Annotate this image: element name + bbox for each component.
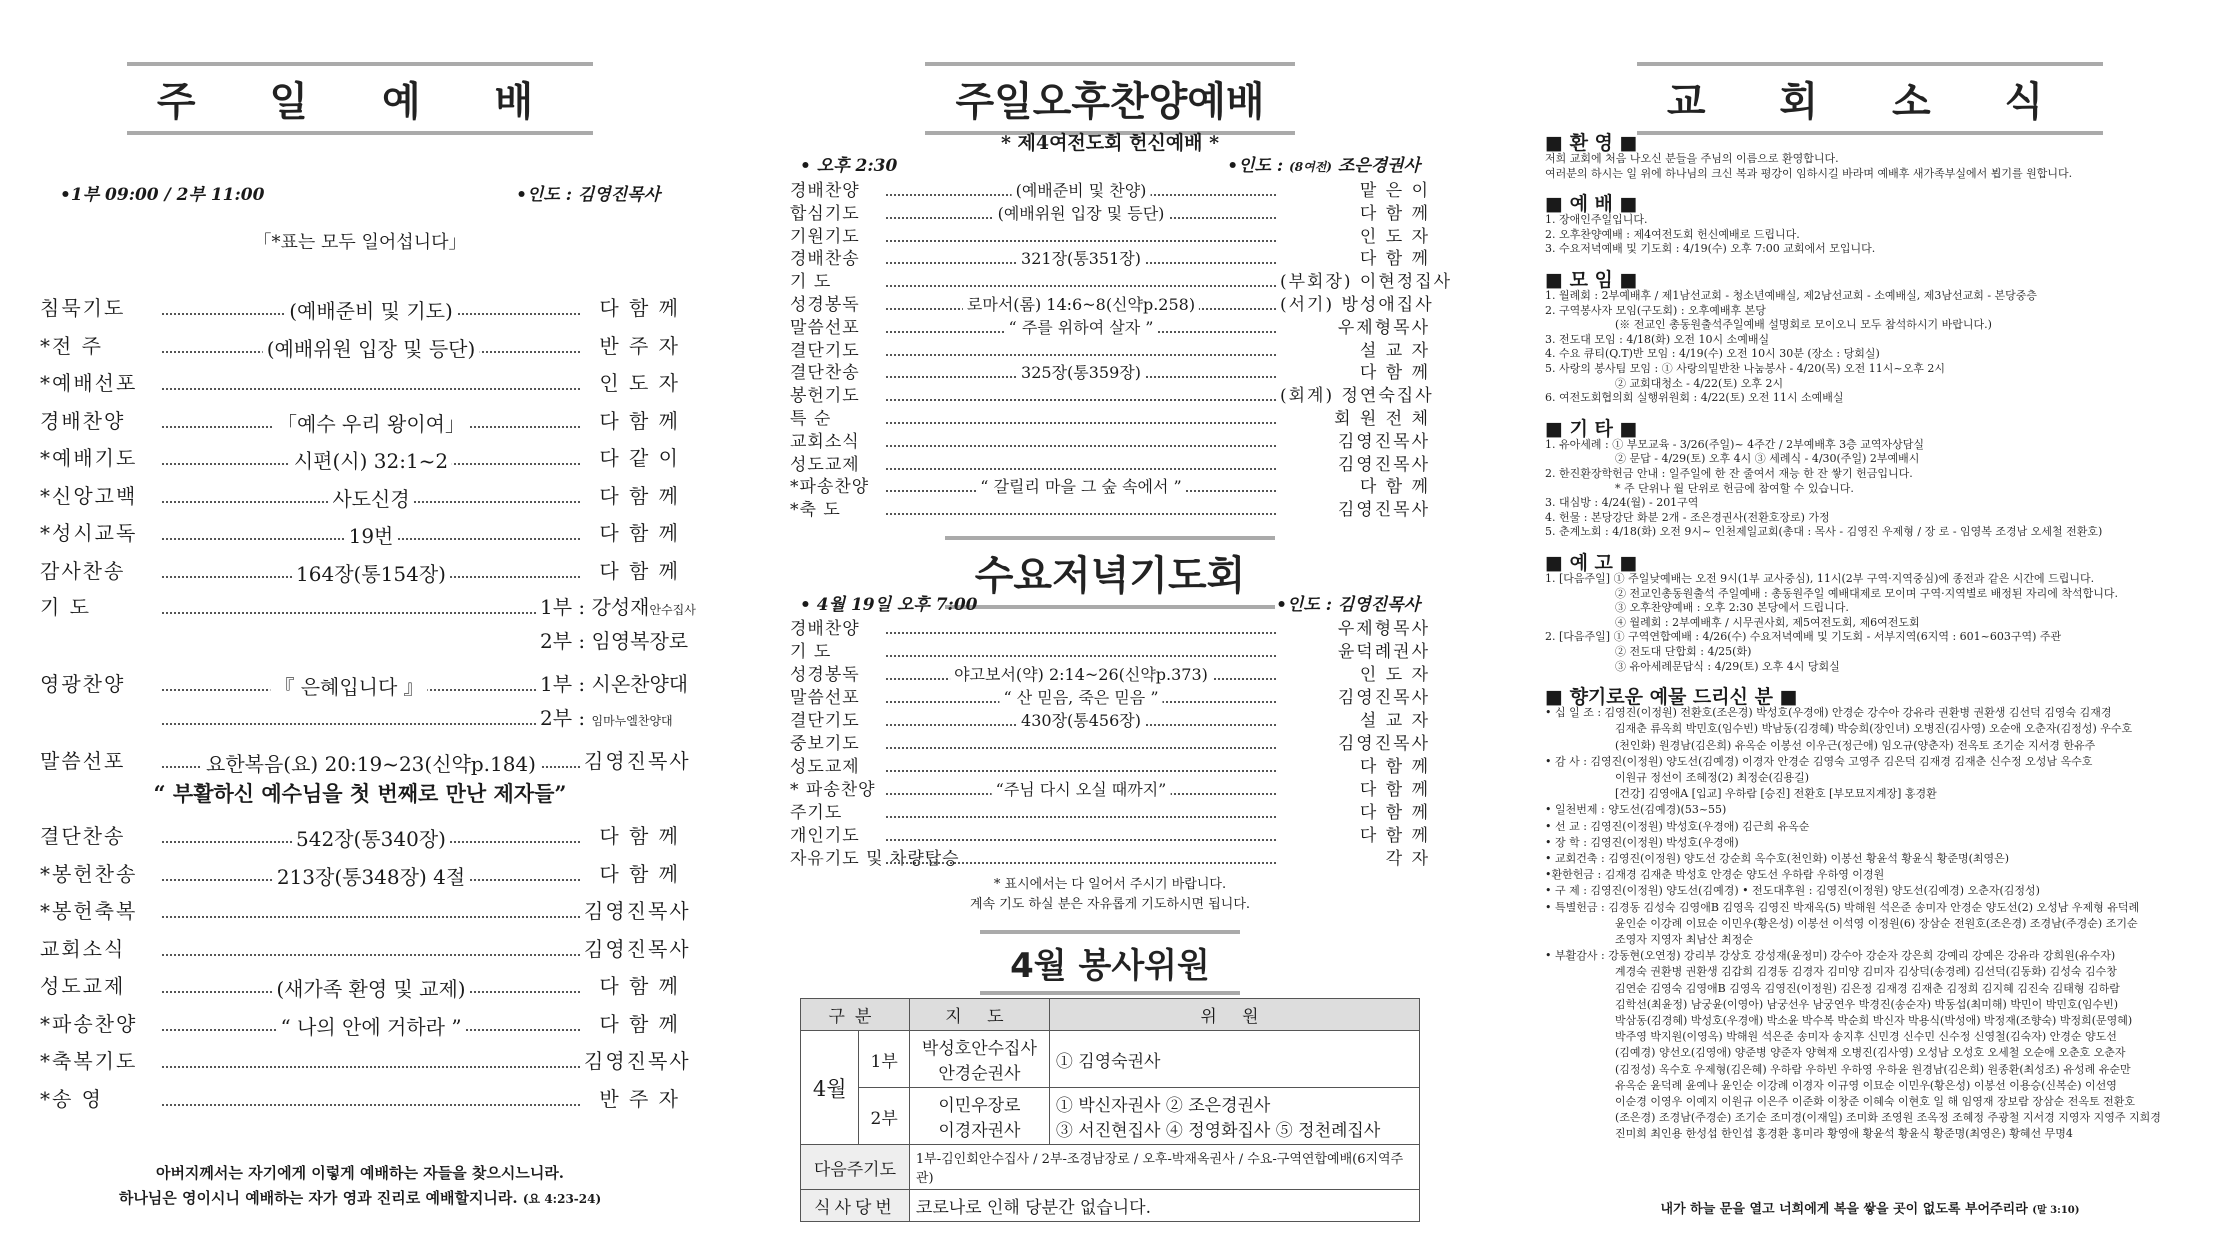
section-title: 주일오후찬양예배: [790, 62, 1430, 135]
order-row: *파송찬양 “ 갈릴리 마을 그 숲 속에서 ” 다 함 께: [790, 472, 1430, 497]
news-line: • 장 학 : 김영진(이정원) 박성호(우경애): [1545, 835, 1739, 849]
news-line: 이순경 이영우 이예지 이원규 이은주 이준화 이창준 이혜숙 이현호 일 해 임영재 장보람 장삼순 전옥토 전환호: [1615, 1095, 2135, 1108]
news-line: 5. 사랑의 봉사팀 모임 : ① 사랑의밑반찬 나눔봉사 - 4/20(목) 오전 11시~오후 2시: [1545, 362, 1946, 375]
order-row-sermon: 말씀선포 요한복음(요) 20:19~23(신약p.184) 김영진목사: [40, 749, 691, 776]
news-line: • 선 교 : 김영진(이정원) 박성호(우경애) 김근희 유옥순: [1545, 819, 1810, 833]
news-line: [건강] 김영애A [입교] 우하람 [승진] 전환호 [부모묘지계장] 홍경환: [1615, 787, 1937, 801]
column-sunday-worship: [40, 0, 696, 1240]
order-row: *신앙고백 사도신경 다 함 께: [40, 483, 680, 511]
section-title: 주 일 예 배: [40, 62, 680, 135]
scripture-verse-1: 아버지께서는 자기에게 이렇게 예배하는 자들을 찾으시느니라.: [155, 1164, 565, 1182]
order-row: *축 도 김영진목사: [790, 500, 1430, 521]
news-line: 이원규 정선이 조혜정(2) 최정순(김용길): [1615, 771, 1810, 784]
order-row: *성시교독 19번 다 함 께: [40, 521, 680, 548]
order-row: 특 순 회 원 전 체: [790, 409, 1430, 429]
order-row: 결단찬송 325장(통359장) 다 함 께: [790, 358, 1430, 383]
news-line: • 감 사 : 김영진(이정원) 양도선(김예경) 이경자 안경순 김영숙 고영주 김은덕 김재경 김재춘 신수정 오성남 옥수호: [1545, 754, 2093, 768]
order-row-choir: 영광찬양 『 은혜입니다 』 1부 : 시온찬양대: [40, 672, 689, 699]
news-line: 여러분의 하시는 일 위에 하나님의 크신 복과 평강이 임하시길 바라며 예배후 새가족부실에서 뵙기를 원합니다.: [1545, 166, 2073, 180]
news-heading: ■ 예 고 ■: [1545, 552, 1638, 574]
scripture-verse-2: 하나님은 영이시니 예배하는 자가 영과 진리로 예배할지니라. (요 4:23-24): [118, 1189, 602, 1207]
news-line: (김정성) 옥수호 우제형(김은혜) 우하람 우하빈 우하영 우하윤 원경남(김은희) 원종환(최성조) 유성례 유순만: [1615, 1062, 2131, 1076]
order-row: 중보기도 김영진목사: [790, 734, 1430, 754]
news-line: 박삼동(김경혜) 박성호(우경애) 박소윤 박수복 박순희 박신자 박용식(박성애) 박정재(조향숙) 박정희(문영혜): [1615, 1014, 2133, 1027]
column-afternoon-worship: [790, 0, 1453, 1240]
order-row: 기원기도 인 도 자: [790, 226, 1430, 247]
order-row: 결단기도 설 교 자: [790, 340, 1430, 361]
prayer-2nd-service: 2부 : 임영복장로: [540, 629, 689, 653]
order-row: * 파송찬양 “주님 다시 오실 때까지” 다 함 께: [790, 775, 1430, 800]
order-row: 말씀선포 “ 주를 위하여 살자 ” 우제형목사: [790, 313, 1430, 338]
service-subtitle: * 제4여전도회 헌신예배 *: [1000, 132, 1220, 154]
table-row: 4월 1부 박성호안수집사 안경순권사 ① 김영숙권사: [801, 1031, 1420, 1088]
news-line: 유옥순 윤덕례 윤예나 윤인순 이강례 이경자 이규영 이묘순 이민우(황은성) 이봉선 이용승(신복순) 이선영: [1615, 1078, 2117, 1092]
column-church-news: [1545, 0, 2195, 1240]
order-row: 봉헌기도 (회계) 정연숙집사: [790, 386, 1434, 407]
news-line: • 일천번제 : 양도선(김예경)(53~55): [1545, 803, 1727, 817]
news-line: • 부활감사 : 강동현(오연정) 강리부 강상호 강성재(윤정미) 강수아 강순자 강은희 강예리 강예은 강유라 강희원(유수자): [1545, 949, 2116, 963]
news-line: (김예경) 양선오(김영애) 양준병 양준자 양혁재 오병진(김사영) 오성남 오성호 오세철 오순애 오춘호 오춘자: [1615, 1046, 2126, 1060]
news-line: 저희 교회에 처음 나오신 분들을 주님의 이름으로 환영합니다.: [1545, 152, 1839, 165]
news-line: ② 전도대 단합회 : 4/25(화): [1615, 645, 1752, 658]
order-row: 침묵기도 (예배준비 및 기도) 다 함 께: [40, 296, 680, 323]
news-line: (조은경) 조경남(주경순) 조기순 조미경(이재일) 조미화 조영원 조옥정 조혜정 주광철 지서경 지영자 지영주 지희경: [1615, 1111, 2161, 1125]
sermon-title: “ 부활하신 예수님을 첫 번째로 만난 제자들”: [153, 781, 567, 806]
order-row-prayer: 기 도 1부 : 강성재안수집사: [40, 595, 696, 619]
news-line: 2. 오후찬양예배 : 제4여전도회 헌신예배로 드립니다.: [1545, 227, 1800, 241]
news-line: 6. 여전도회협의회 실행위원회 : 4/22(토) 오전 11시 소예배실: [1545, 391, 1844, 405]
order-row: 경배찬양 우제형목사: [790, 619, 1430, 639]
order-row: 경배찬양 「예수 우리 왕이여」 다 함 께: [40, 408, 680, 436]
news-line: • 구 제 : 김영진(이정원) 양도선(김예경) • 전도대후원 : 김영진(이정원) 양도선(김예경) 오춘자(김정성): [1545, 884, 2040, 898]
order-row: 결단찬송 542장(통340장) 다 함 께: [40, 824, 680, 851]
order-row: *파송찬양 “ 나의 안에 거하라 ” 다 함 께: [40, 1011, 680, 1039]
order-row: *축복기도 김영진목사: [40, 1049, 691, 1073]
wednesday-time-line: • 4월 19일 오후 7:00 •인도 : 김영진목사: [800, 595, 1420, 615]
order-row: 경배찬양 (예배준비 및 찬양) 맡 은 이: [790, 176, 1430, 201]
standing-note: 「*표는 모두 일어섭니다」: [253, 232, 467, 253]
news-line: 2. 구역봉사자 모임(구도회) : 오후예배후 본당: [1545, 303, 1766, 317]
order-row: 말씀선포 “ 산 믿음, 죽은 믿음 ” 김영진목사: [790, 683, 1430, 708]
news-line: 진미희 최인용 한성섭 한인섭 홍경환 홍미라 황영애 황윤석 황윤식 황준명(최영은) 황혜선 무명4: [1615, 1127, 2073, 1141]
news-heading: ■ 모 임 ■: [1545, 269, 1638, 291]
table-row: 식사당번 코로나로 인해 당분간 없습니다.: [801, 1190, 1420, 1222]
order-row: 자유기도 및 차량탑승 각 자: [790, 849, 1430, 869]
news-heading: ■ 향기로운 예물 드리신 분 ■: [1545, 686, 1798, 709]
news-line: 윤인순 이강례 이묘순 이민우(황은성) 이봉선 이석영 이정원(6) 장삼순 전원호(조은경) 조경남(주경순) 조기순: [1615, 916, 2138, 930]
news-line: 3. 수요저녁예배 및 기도회 : 4/19(수) 오후 7:00 교회에서 모입니다.: [1545, 242, 1876, 256]
standing-note: * 표시에서는 다 일어서 주시기 바랍니다.: [993, 877, 1227, 892]
news-line: 4. 수요 큐티(Q.T)반 모임 : 4/19(수) 오전 10시 30분 (장소 : 당회실): [1545, 347, 1880, 361]
order-row: *예배선포 인 도 자: [40, 371, 680, 395]
news-line: 3. 전도대 모임 : 4/18(화) 오전 10시 소예배실: [1545, 332, 1770, 346]
section-title-wednesday: 수요저녁기도회: [790, 536, 1430, 609]
volunteer-table: [800, 998, 1420, 1222]
section-title-volunteers: 4월 봉사위원: [790, 930, 1430, 995]
order-row: 기 도 윤덕례권사: [790, 642, 1430, 662]
news-line: (※ 전교인 총동원출석주일예배 설명회로 모이오니 모두 참석하시기 바랍니다.): [1615, 318, 1992, 332]
news-line: 4. 헌물 : 본당강단 화분 2개 - 조은경권사(전환호장로) 가정: [1545, 510, 1830, 524]
order-row: *봉헌찬송 213장(통348장) 4절 다 함 께: [40, 861, 680, 889]
prayer-note: 계속 기도 하실 분은 자유롭게 기도하시면 됩니다.: [969, 897, 1251, 912]
news-line: 5. 춘계노회 : 4/18(화) 오전 9시~ 인천제일교회(총대 : 목사 - 김영진 우제형 / 장 로 - 임영복 조경남 오세철 전환호): [1545, 525, 2103, 539]
order-row: 성경봉독 로마서(롬) 14:6~8(신약p.258) (서기) 방성애집사: [790, 290, 1430, 315]
news-line: ③ 오후찬양예배 : 오후 2:30 본당에서 드립니다.: [1615, 601, 1849, 615]
news-line: 1. [다음주일] ① 주일낮예배는 오전 9시(1부 교사중심), 11시(2부 구역·지역중심)에 종전과 같은 시간에 드립니다.: [1545, 572, 2095, 585]
news-line: •환한헌금 : 김재경 김재춘 박성호 안경순 양도선 우하람 우하영 이경원: [1545, 868, 1885, 882]
news-line: • 특별헌금 : 김경동 김성숙 김영애B 김영옥 김영진 박재옥(5) 박해원 석은준 송미자 안경순 양도선(2) 오성남 우제형 유덕례: [1545, 900, 2140, 914]
table-row: 다음주기도 1부-김인회안수집사 / 2부-조경남장로 / 오후-박재옥권사 / 수요-구역연합예배(6지역주관): [801, 1145, 1420, 1190]
news-line: ④ 월례회 : 2부예배후 / 시무권사회, 제5여전도회, 제6여전도회: [1615, 615, 1920, 629]
news-line: 1. 장애인주일입니다.: [1545, 213, 1648, 227]
section-title: 교 회 소 식: [1545, 62, 2195, 135]
news-heading: ■ 환 영 ■: [1545, 132, 1638, 154]
order-row: *송 영 반 주 자: [40, 1086, 680, 1111]
order-row: 성도교제 다 함 께: [790, 757, 1430, 777]
worship-time: •1부 09:00 / 2부 11:00: [60, 185, 265, 205]
order-row: 성도교제 김영진목사: [790, 454, 1430, 475]
order-row: 주기도 다 함 께: [790, 803, 1430, 823]
news-line: 김재춘 류옥희 박민호(임수빈) 박남동(김경혜) 박승희(장인녀) 오병진(김사영) 오순애 오춘자(김정성) 우수호: [1615, 722, 2133, 736]
news-line: ③ 유아세례문답식 : 4/29(토) 오후 4시 당회실: [1615, 659, 1840, 673]
news-line: 김학선(최윤정) 남궁윤(이영아) 남궁선우 남궁연우 박경진(송순자) 박동섭(최미해) 박민이 박민호(임수빈): [1615, 997, 2119, 1011]
order-row: 성도교제 (새가족 환영 및 교제) 다 함 께: [40, 974, 680, 1001]
order-row: 성경봉독 야고보서(약) 2:14~26(신약p.373) 인 도 자: [790, 660, 1430, 685]
order-row: 경배찬송 321장(통351장) 다 함 께: [790, 244, 1430, 269]
news-line: (천인화) 원경남(김은희) 유옥순 이봉선 이우근(정근애) 임오규(양춘자) 전옥토 조기순 지서경 한유주: [1615, 738, 2096, 752]
news-line: 2. 한진환장학헌금 안내 : 일주일에 한 잔 줄여서 재능 한 잔 쌓기 헌금입니다.: [1545, 467, 1913, 480]
worship-leader: •인도 : 김영진목사: [516, 185, 660, 205]
news-line: 계경숙 권환병 권환생 김갑희 김경동 김경자 김미양 김미자 김상덕(송경례) 김선덕(김동화) 김성숙 김수창: [1615, 965, 2117, 979]
order-row: 교회소식 김영진목사: [40, 936, 691, 961]
news-line: ② 전교인총동원출석 주일예배 : 총동원주일 예배대제로 모이며 구역·지역별로 배정된 자리에 착석합니다.: [1615, 586, 2118, 600]
order-row: 합심기도 (예배위원 입장 및 등단) 다 함 께: [790, 199, 1430, 224]
news-line: 2. [다음주일] ① 구역연합예배 : 4/26(수) 수요저녁예배 및 기도회 - 서부지역(6지역 : 601~603구역) 주관: [1545, 630, 2062, 644]
news-line: ② 문답 - 4/29(토) 오후 4시 ③ 세례식 - 4/30(주일) 2부예배시: [1615, 452, 1920, 466]
order-row: 기 도 (부회장) 이현정집사: [790, 272, 1453, 293]
news-line: 1. 유아세례 : ① 부모교육 - 3/26(주일)~ 4주간 / 2부예배후 3층 교역자상담실: [1545, 437, 1924, 451]
news-line: 박주영 박지원(이영옥) 박해원 석은준 송미자 송지후 신민경 신수민 신수정 신영철(김숙자) 안경순 양도선: [1615, 1030, 2117, 1044]
news-line: • 십 일 조 : 김영진(이정원) 전환호(조은경) 박성호(우경애) 안경순 강수아 강유라 권환병 권환생 김선덕 김영숙 김재경: [1545, 706, 2112, 720]
worship-time-line: [60, 180, 660, 205]
news-line: ② 교회대청소 - 4/22(토) 오후 2시: [1615, 376, 1784, 390]
order-row: *전 주 (예배위원 입장 및 등단) 반 주 자: [40, 333, 680, 361]
news-heading: ■ 예 배 ■: [1545, 193, 1638, 216]
news-line: 3. 대심방 : 4/24(월) - 201구역: [1545, 496, 1699, 510]
afternoon-time-line: • 오후 2:30 •인도 : (8여전) 조은경권사: [800, 156, 1420, 176]
news-line: 조영자 지영자 최남산 최정순: [1615, 933, 1754, 946]
closing-verse: 내가 하늘 문을 열고 너희에게 복을 쌓을 곳이 없도록 부어주리라 (말 3:10): [1660, 1202, 2080, 1217]
news-line: 김연순 김영숙 김영애B 김영옥 김영진(이정원) 김은정 김재경 김재춘 김정희 김지혜 김진숙 김태형 김하람: [1615, 981, 2120, 995]
order-row: 결단기도 430장(통456장) 설 교 자: [790, 706, 1430, 731]
news-line: 1. 월례회 : 2부예배후 / 제1남선교회 - 청소년예배실, 제2남선교회 - 소예배실, 제3남선교회 - 본당중층: [1545, 289, 2038, 302]
choir-2nd-service: 2부 : 임마누엘찬양대: [40, 702, 680, 731]
table-header: 구분 지 도 위 원: [801, 999, 1420, 1031]
order-row: *봉헌축복 김영진목사: [40, 899, 691, 923]
news-heading: ■ 기 타 ■: [1545, 417, 1638, 440]
order-row: 교회소식 김영진목사: [790, 431, 1430, 452]
order-row: *예배기도 시편(시) 32:1~2 다 같 이: [40, 446, 680, 473]
news-line: * 주 단위나 월 단위로 헌금에 참여할 수 있습니다.: [1615, 481, 1854, 495]
order-row: 감사찬송 164장(통154장) 다 함 께: [40, 558, 680, 586]
order-row: 개인기도 다 함 께: [790, 826, 1430, 846]
news-line: • 교회건축 : 김영진(이정원) 양도선 강순희 옥수호(천인화) 이봉선 황윤석 황윤식 황준명(최영은): [1545, 852, 2010, 865]
table-row: 2부 이민우장로 이경자권사 ① 박신자권사 ② 조은경권사 ③ 서진현집사 ④ 정영화집사 ⑤ 정천례집사: [801, 1088, 1420, 1145]
